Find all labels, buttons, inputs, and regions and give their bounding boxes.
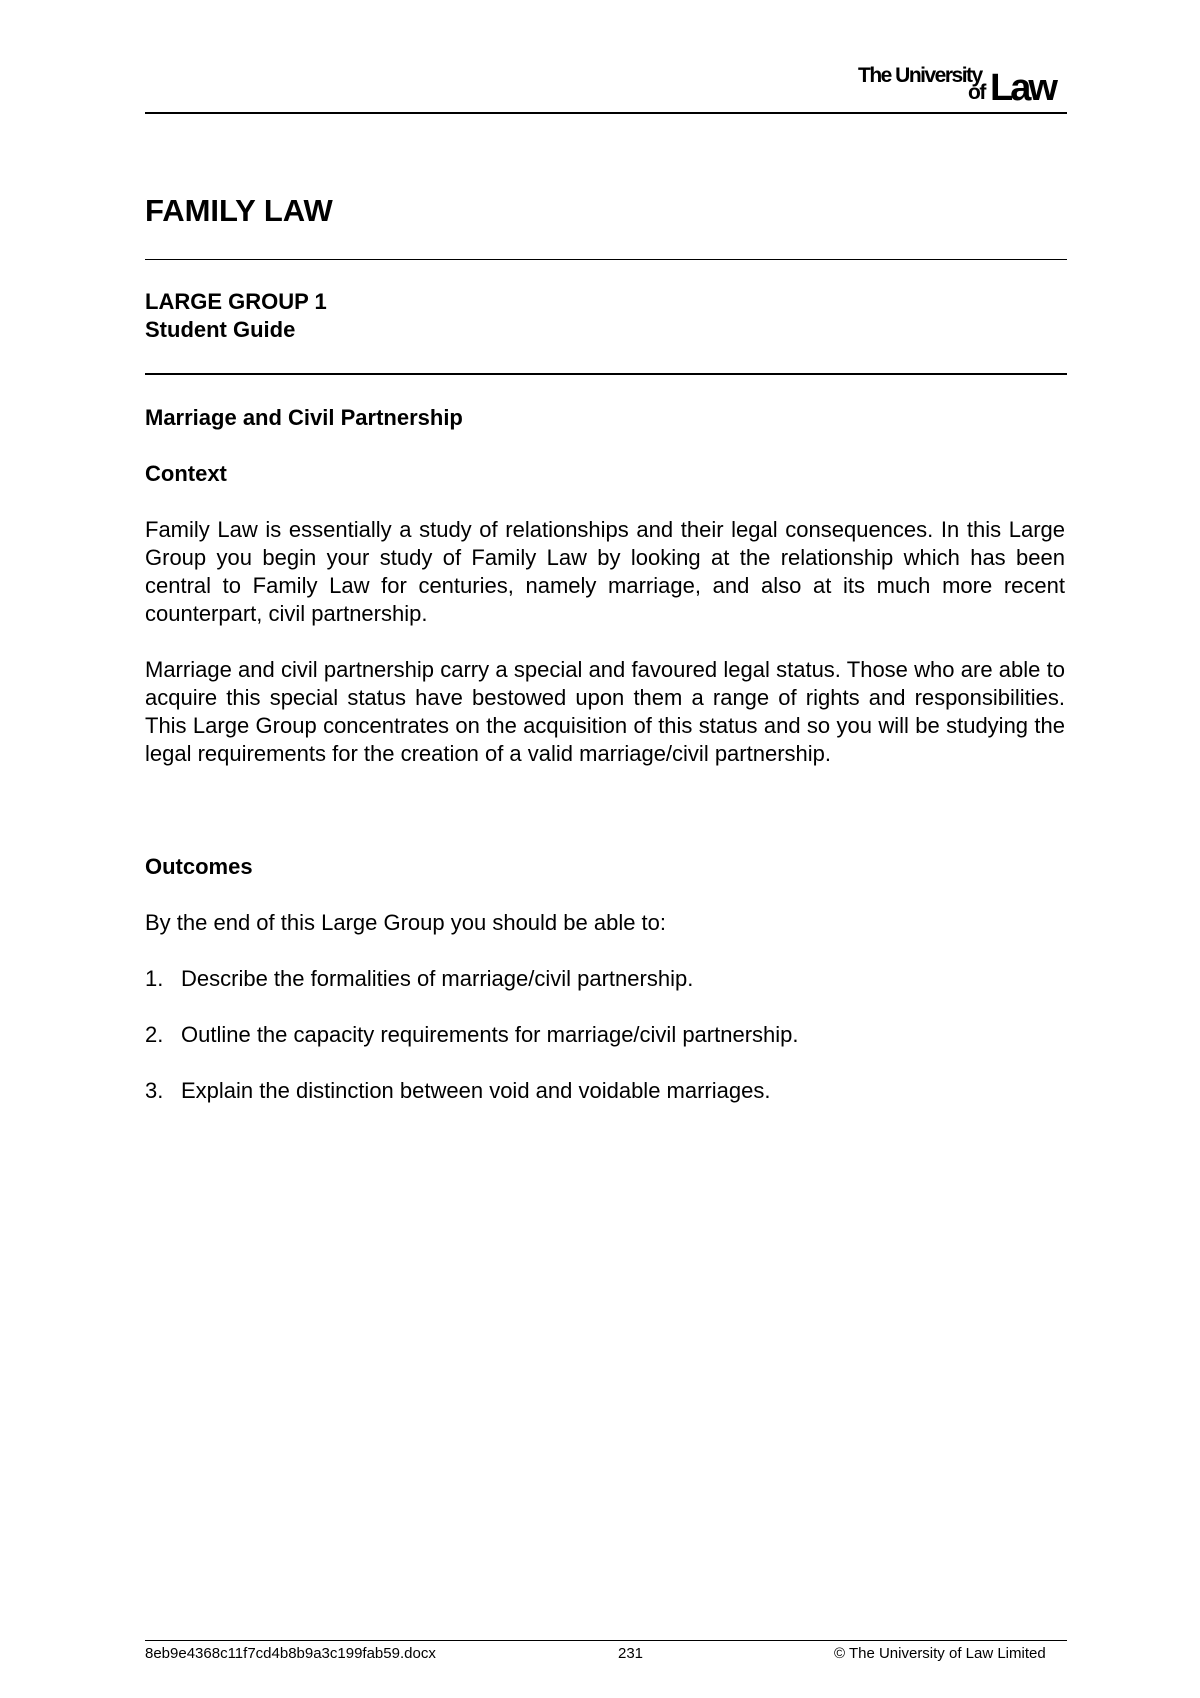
document-title: FAMILY LAW [145, 193, 333, 228]
context-paragraph-2: Marriage and civil partnership carry a special and favoured legal status. Those who are able to acquire this special status have bestowed upon them a range of rights and responsibilities. This Large Group concentrates on the acquisition of this status and so you will be studying the legal requirements for the creation of a valid marriage/civil partnership. [145, 657, 1065, 766]
outcome-item [145, 1077, 770, 1105]
logo-line-2: of [968, 81, 985, 104]
topic-heading: Marriage and Civil Partnership [145, 405, 463, 430]
outcome-text: Explain the distinction between void and voidable marriages. [181, 1078, 771, 1103]
subtitle-large-group: LARGE GROUP 1 [145, 289, 327, 314]
outcome-number: 3. [145, 1078, 164, 1103]
logo-word: Law [990, 67, 1055, 109]
outcome-text: Describe the formalities of marriage/civil partnership. [181, 966, 694, 991]
university-logo [858, 62, 1066, 108]
title-divider [145, 259, 1067, 260]
outcomes-intro: By the end of this Large Group you should be able to: [145, 910, 667, 935]
outcomes-heading: Outcomes [145, 854, 253, 879]
logo-line-1: The University [858, 64, 982, 87]
outcome-item [145, 1021, 799, 1049]
footer-copyright: © The University of Law Limited [834, 1645, 1046, 1662]
context-paragraph-1: Family Law is essentially a study of relationships and their legal consequences. In this Large Group you begin your study of Family Law by looking at the relationship which has been central to Family Law for centuries, namely marriage, and also at its much more recent counterpart, civil partnership. [145, 517, 1065, 626]
header-divider [145, 112, 1067, 114]
footer-page-number: 231 [618, 1645, 644, 1662]
subtitle-divider [145, 373, 1067, 375]
outcome-number: 2. [145, 1022, 164, 1047]
footer-divider [145, 1640, 1067, 1641]
context-heading: Context [145, 461, 227, 486]
outcome-text: Outline the capacity requirements for marriage/civil partnership. [181, 1022, 799, 1047]
outcome-item [145, 965, 693, 993]
footer-filename: 8eb9e4368c11f7cd4b8b9a3c199fab59.docx [145, 1645, 436, 1662]
outcome-number: 1. [145, 966, 164, 991]
subtitle-student-guide: Student Guide [145, 317, 296, 342]
